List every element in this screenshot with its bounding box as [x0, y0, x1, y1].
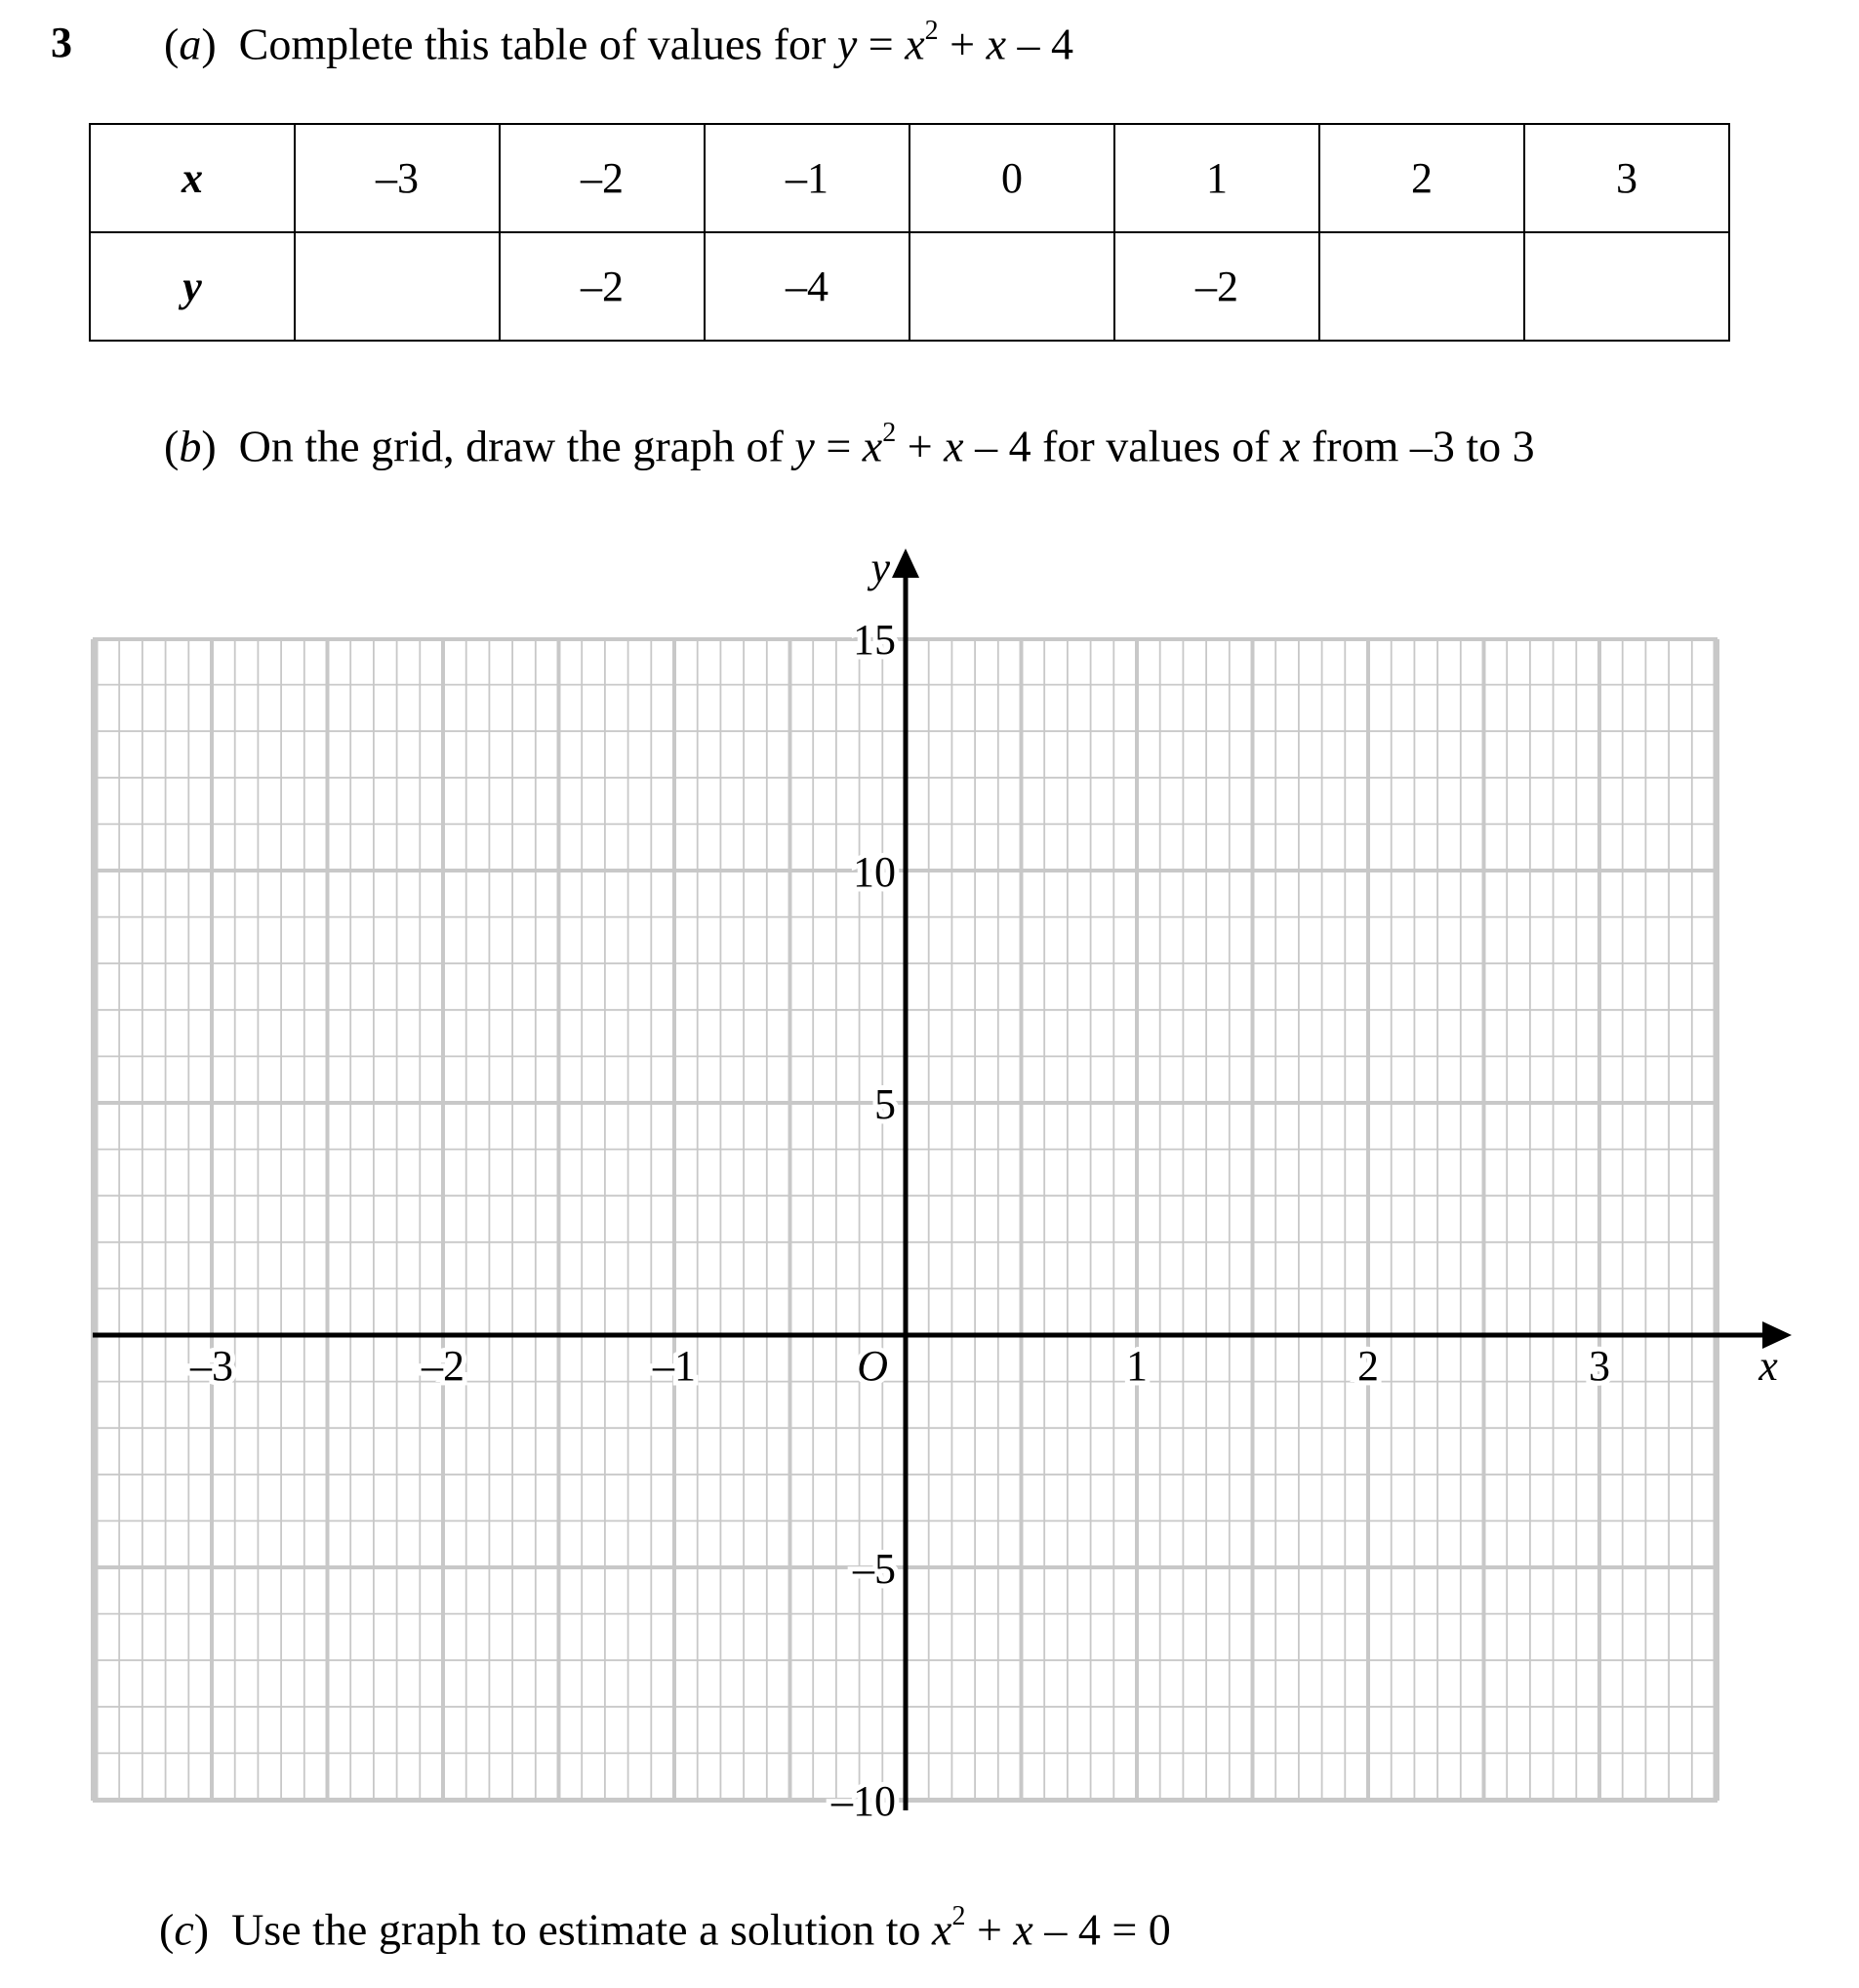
part-a-text: Complete this table of values for	[238, 19, 827, 69]
y-axis-label: y	[870, 544, 890, 591]
table-of-values	[89, 123, 1730, 342]
y-tick-label: –5	[853, 1545, 896, 1593]
part-a-exp: 2	[924, 16, 939, 46]
table-cell-y-input[interactable]	[1319, 232, 1524, 341]
part-b-range: from –3 to 3	[1300, 421, 1535, 471]
part-b-plus: +	[896, 421, 945, 471]
part-b-eq: =	[814, 421, 863, 471]
part-a-label: a	[179, 19, 202, 69]
table-cell-y-input[interactable]	[295, 232, 500, 341]
table-cell-x: 0	[909, 124, 1114, 232]
table-cell-y-input[interactable]	[1524, 232, 1729, 341]
part-b-mid: – 4 for values of	[963, 421, 1281, 471]
part-c-exp: 2	[951, 1901, 966, 1931]
part-c-x2: x	[1013, 1904, 1033, 1955]
part-b-x1: x	[862, 421, 883, 471]
part-a-rest: – 4	[1006, 19, 1074, 69]
question-number: 3	[51, 19, 72, 66]
part-c-rest: – 4 = 0	[1032, 1904, 1171, 1955]
table-cell-y: –4	[705, 232, 909, 341]
tick-labels	[189, 544, 1778, 1825]
origin-label: O	[857, 1342, 888, 1390]
part-b-y: y	[794, 421, 815, 471]
part-a-x2: x	[986, 19, 1007, 69]
table-cell-x: –3	[295, 124, 500, 232]
axes	[93, 548, 1792, 1810]
part-a-instruction: (a) Complete this table of values for $y = x^2 + x - 4$	[164, 16, 1074, 69]
table-header-y: y	[90, 232, 295, 341]
x-tick-label: 2	[1357, 1342, 1379, 1390]
part-c-label: c	[174, 1904, 194, 1955]
table-cell-x: 1	[1114, 124, 1319, 232]
table-cell-x: –1	[705, 124, 909, 232]
x-tick-label: 3	[1589, 1342, 1610, 1390]
part-a-y: y	[836, 19, 858, 69]
table-cell-y: –2	[1114, 232, 1319, 341]
coordinate-grid[interactable]	[0, 527, 1859, 1835]
part-b-instruction: (b) On the grid, draw the graph of $y = x^2 + x - 4$ for values of x from –3 to 3	[164, 418, 1535, 471]
part-a-x1: x	[905, 19, 925, 69]
x-tick-label: –2	[422, 1342, 465, 1390]
table-cell-x: 3	[1524, 124, 1729, 232]
table-row-y	[90, 232, 1729, 341]
part-b-x3: x	[1280, 421, 1301, 471]
table-cell-y: –2	[500, 232, 705, 341]
table-cell-y-input[interactable]	[909, 232, 1114, 341]
part-b-x2: x	[944, 421, 964, 471]
part-c-instruction: (c) Use the graph to estimate a solution to $x^2 + x - 4 = 0$	[159, 1901, 1171, 1955]
table-cell-x: 2	[1319, 124, 1524, 232]
table-header-x: x	[90, 124, 295, 232]
table-row-x	[90, 124, 1729, 232]
part-b-label: b	[179, 421, 202, 471]
y-tick-label: 15	[853, 616, 896, 664]
part-b-exp: 2	[882, 418, 897, 448]
y-tick-label: –10	[831, 1777, 896, 1825]
x-tick-label: –3	[190, 1342, 233, 1390]
x-tick-label: –1	[653, 1342, 696, 1390]
table-cell-x: –2	[500, 124, 705, 232]
part-c-x: x	[932, 1904, 952, 1955]
part-a-eq: =	[857, 19, 906, 69]
part-a-plus: +	[938, 19, 987, 69]
part-b-text: On the grid, draw the graph of	[238, 421, 784, 471]
y-tick-label: 10	[853, 848, 896, 896]
y-axis-arrow-icon	[892, 548, 919, 578]
part-c-plus: +	[965, 1904, 1014, 1955]
part-c-text: Use the graph to estimate a solution to	[231, 1904, 921, 1955]
y-tick-label: 5	[874, 1080, 896, 1128]
x-axis-label: x	[1758, 1342, 1778, 1390]
x-tick-label: 1	[1126, 1342, 1148, 1390]
